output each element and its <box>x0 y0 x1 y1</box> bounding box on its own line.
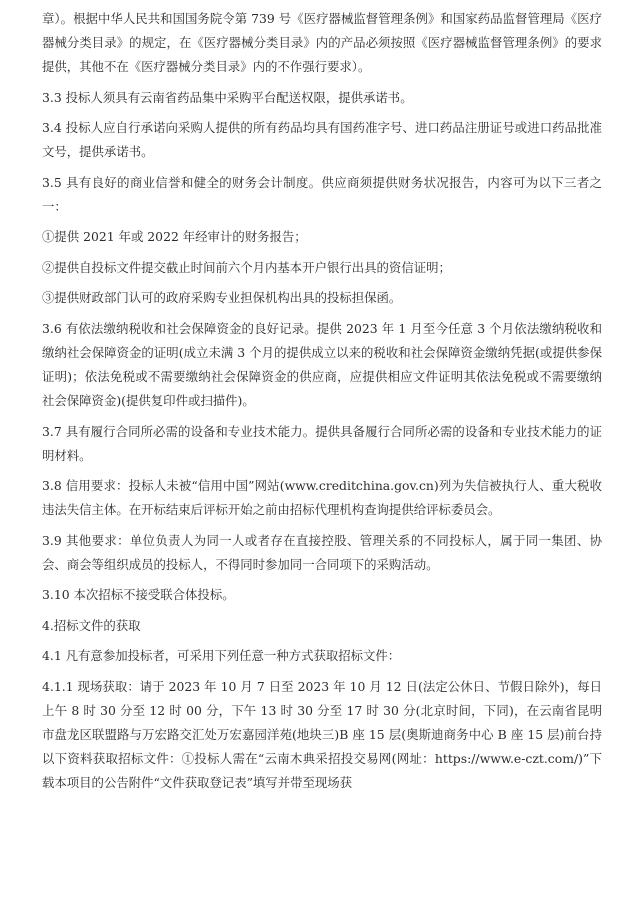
paragraph-3-5-option-2: ②提供自投标文件提交截止时间前六个月内基本开户银行出具的资信证明； <box>42 259 451 275</box>
paragraph-3-5-option-3: ③提供财政部门认可的政府采购专业担保机构出具的投标担保函。 <box>42 290 402 306</box>
paragraph-3-5-option-1: ①提供 2021 年或 2022 年经审计的财务报告； <box>42 229 307 245</box>
paragraph-3-6: 3.6 有依法缴纳税收和社会保障资金的良好记录。提供 2023 年 1 月至今任意 3 个月依法缴纳税收和缴纳社会保障资金的证明(成立未满 3 个月的提供成立以来的税收和社会保障资金缴纳凭据(或提供参保证明)；依法免税或不需要缴纳社会保障资金的供应商，应提供相应文件证明其依法免税或不需要缴纳社会保障资金)(提供复印件或扫描件)。 <box>42 320 602 409</box>
paragraph-3-10: 3.10 本次招标不接受联合体投标。 <box>42 587 235 603</box>
paragraph-3-5: 3.5 具有良好的商业信誉和健全的财务会计制度。供应商须提供财务状况报告，内容可为以下三者之一： <box>42 174 602 214</box>
section-heading-4: 4.招标文件的获取 <box>42 617 141 633</box>
paragraph-3-7: 3.7 具有履行合同所必需的设备和专业技术能力。提供具备履行合同所必需的设备和专业技术能力的证明材料。 <box>42 423 602 463</box>
document-body <box>42 7 602 796</box>
paragraph-medical-device-requirement: 章）。根据中华人民共和国国务院令第 739 号《医疗器械监督管理条例》和国家药品监督管理局《医疗器械分类目录》的规定，在《医疗器械分类目录》内的产品必须按照《医疗器械监督管理条例》的要求提供，其他不在《医疗器械分类目录》内的不作强行要求）。 <box>42 11 602 75</box>
paragraph-3-9: 3.9 其他要求：单位负责人为同一人或者存在直接控股、管理关系的不同投标人，属于同一集团、协会、商会等组织成员的投标人，不得同时参加同一合同项下的采购活动。 <box>42 532 602 572</box>
paragraph-3-3: 3.3 投标人须具有云南省药品集中采购平台配送权限，提供承诺书。 <box>42 89 413 105</box>
paragraph-3-4: 3.4 投标人应自行承诺向采购人提供的所有药品均具有国药准字号、进口药品注册证号或进口药品批准文号，提供承诺书。 <box>42 120 602 160</box>
paragraph-4-1: 4.1 凡有意参加投标者，可采用下列任意一种方式获取招标文件： <box>42 648 401 664</box>
paragraph-3-8: 3.8 信用要求：投标人未被“信用中国”网站(www.creditchina.gov.cn)列为失信被执行人、重大税收违法失信主体。在开标结束后评标开始之前由招标代理机构查询提供给评标委员会。 <box>42 478 602 518</box>
paragraph-4-1-1: 4.1.1 现场获取：请于 2023 年 10 月 7 日至 2023 年 10 月 12 日(法定公休日、节假日除外)，每日上午 8 时 30 分至 12 时 00 分，下午 13 时 30 分至 17 时 30 分(北京时间，下同)，在云南省昆明市盘龙区联盟路与万宏路交汇处万宏嘉园洋苑(地块三)B 座 15 层(奥斯迪商务中心 B 座 15 层)前台持以下资料获取招标文件：①投标人需在“云南木典采招投交易网(网址：https://www.e-czt.com/)”下载本项目的公告附件“文件获取登记表”填写并带至现场获 <box>42 678 602 791</box>
